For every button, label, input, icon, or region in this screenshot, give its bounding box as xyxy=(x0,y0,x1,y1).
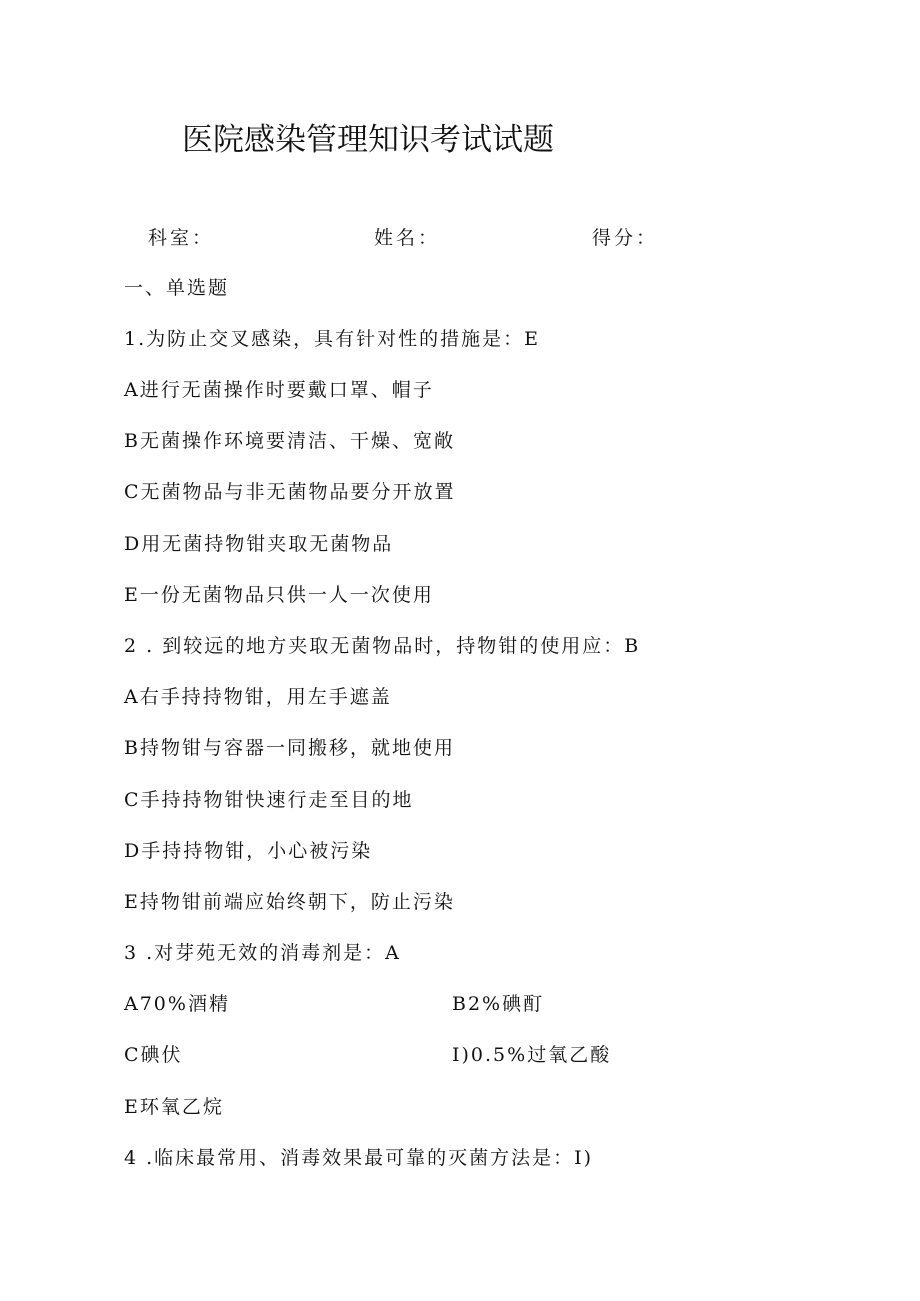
question-option: A70%酒精 xyxy=(124,993,230,1015)
question-option: C碘伏 xyxy=(124,1044,183,1066)
question-option: D用无菌持物钳夹取无菌物品 xyxy=(124,533,394,555)
question-stem: 1.为防止交叉感染，具有针对性的措施是：E xyxy=(124,328,540,350)
name-label: 姓名： xyxy=(374,227,441,249)
question-option: D手持持物钳，小心被污染 xyxy=(124,840,373,862)
question-option: C手持持物钳快速行走至目的地 xyxy=(124,789,414,811)
question-option: E持物钳前端应始终朝下，防止污染 xyxy=(124,891,455,913)
question-option: E一份无菌物品只供一人一次使用 xyxy=(124,584,434,606)
question-option: B2%碘酊 xyxy=(452,993,545,1015)
question-option: I)0.5%过氧乙酸 xyxy=(452,1044,612,1066)
question-option: A右手持持物钳，用左手遮盖 xyxy=(124,686,392,708)
question-stem: 4 .临床最常用、消毒效果最可靠的灭菌方法是：I) xyxy=(124,1147,594,1169)
section-heading: 一、单选题 xyxy=(124,277,230,299)
question-option: B无菌操作环境要清洁、干燥、宽敞 xyxy=(124,430,455,452)
question-option: C无菌物品与非无菌物品要分开放置 xyxy=(124,481,456,503)
question-stem: 2 . 到较远的地方夹取无菌物品时，持物钳的使用应：B xyxy=(124,635,641,657)
question-option: A进行无菌操作时要戴口罩、帽子 xyxy=(124,379,434,401)
department-label: 科室： xyxy=(148,227,215,249)
question-stem: 3 .对芽苑无效的消毒剂是：A xyxy=(124,942,401,964)
question-option: E环氧乙烷 xyxy=(124,1096,224,1118)
score-label: 得分： xyxy=(592,227,659,249)
exam-title: 医院感染管理知识考试试题 xyxy=(182,122,554,158)
question-option: B持物钳与容器一同搬移，就地使用 xyxy=(124,737,455,759)
